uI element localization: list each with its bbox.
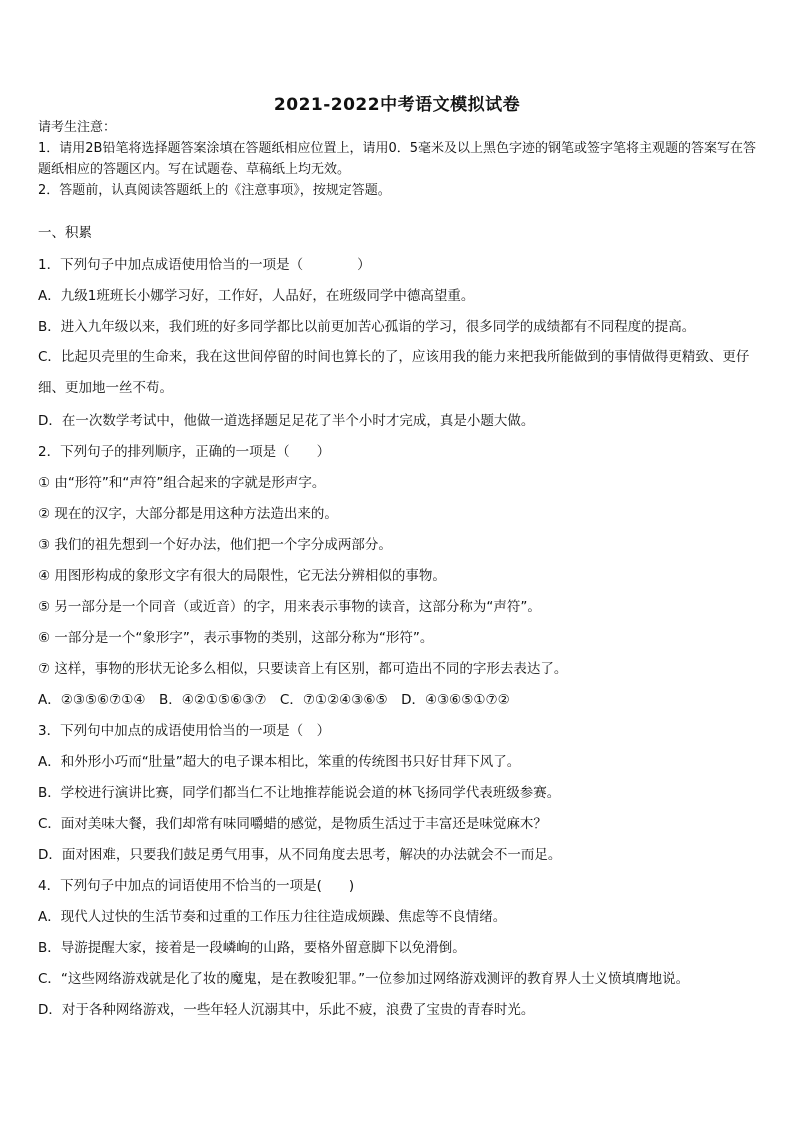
section-title: 一、积累 [38,225,92,241]
option-b: B．导游提醒大家，接着是一段嶙峋的山路，要格外留意脚下以免滑倒。 [38,940,466,956]
candidate-notice [38,117,763,201]
question-stem: 3．下列句中加点的成语使用恰当的一项是（ ） [38,723,331,739]
notice-item-1: 1．请用2B铅笔将选择题答案涂填在答题纸相应位置上，请用0．5毫米及以上黑色字迹的钢笔或签字笔将主观题的答案写在答题纸相应的答题区内。写在试题卷、草稿纸上均无效。 [38,141,757,177]
notice-item-2: 2．答题前，认真阅读答题纸上的《注意事项》，按规定答题。 [38,183,391,198]
option-a: A．现代人过快的生活节奏和过重的工作压力往往造成烦躁、焦虑等不良情绪。 [38,909,507,925]
question-2 [38,441,763,720]
option-b: B．进入九年级以来，我们班的好多同学都比以前更加苦心孤诣的学习，很多同学的成绩都有不同程度的提高。 [38,319,696,335]
exam-body [38,222,763,1030]
option-c: C．面对美味大餐，我们却常有味同嚼蜡的感觉，是物质生活过于丰富还是味觉麻木？ [38,816,547,832]
sentence-4: ④ 用图形构成的象形文字有很大的局限性，它无法分辨相似的事物。 [38,568,446,584]
option-d: D．在一次数学考试中，他做一道选择题足足花了半个小时才完成，真是小题大做。 [38,413,535,429]
sentence-5: ⑤ 另一部分是一个同音（或近音）的字，用来表示事物的读音，这部分称为“声符”。 [38,599,541,615]
option-a: A．九级1班班长小娜学习好，工作好，人品好，在班级同学中德高望重。 [38,288,475,304]
question-1 [38,254,763,441]
option-d: D．对于各种网络游戏，一些年轻人沉溺其中，乐此不疲，浪费了宝贵的青春时光。 [38,1002,535,1018]
notice-heading: 请考生注意： [38,120,117,135]
question-stem: 1．下列句子中加点成语使用恰当的一项是（ ） [38,257,371,273]
sentence-3: ③ 我们的祖先想到一个好办法，他们把一个字分成两部分。 [38,537,392,553]
exam-title: 2021-2022中考语文模拟试卷 [273,95,521,115]
option-c: C．比起贝壳里的生命来，我在这世间停留的时间也算长的了，应该用我的能力来把我所能做到的事情做得更精致、更仔细、更加地一丝不苟。 [38,349,750,396]
sentence-1: ① 由“形符”和“声符”组合起来的字就是形声字。 [38,475,326,491]
option-b: B．学校进行演讲比赛，同学们都当仁不让地推荐能说会道的林飞扬同学代表班级参赛。 [38,785,561,801]
sentence-2: ② 现在的汉字，大部分都是用这种方法造出来的。 [38,506,338,522]
answer-options: A．②③⑤⑥⑦①④ B．④②①⑤⑥③⑦ C．⑦①②④③⑥⑤ D．④③⑥⑤①⑦② [38,692,510,708]
question-3 [38,720,763,875]
option-a: A．和外形小巧而“肚量”超大的电子课本相比，笨重的传统图书只好甘拜下风了。 [38,754,521,770]
option-c: C．“这些网络游戏就是化了妆的魔鬼，是在教唆犯罪。”一位参加过网络游戏测评的教育界人士义愤填膺地说。 [38,971,690,987]
question-stem: 2．下列句子的排列顺序，正确的一项是（ ） [38,444,331,460]
sentence-6: ⑥ 一部分是一个“象形字”，表示事物的类别，这部分称为“形符”。 [38,630,434,646]
sentence-7: ⑦ 这样，事物的形状无论多么相似，只要读音上有区别，都可造出不同的字形去表达了。 [38,661,568,677]
question-4 [38,875,763,1030]
option-d: D．面对困难，只要我们鼓足勇气用事，从不同角度去思考，解决的办法就会不一而足。 [38,847,562,863]
question-stem: 4．下列句子中加点的词语使用不恰当的一项是( ) [38,878,355,894]
